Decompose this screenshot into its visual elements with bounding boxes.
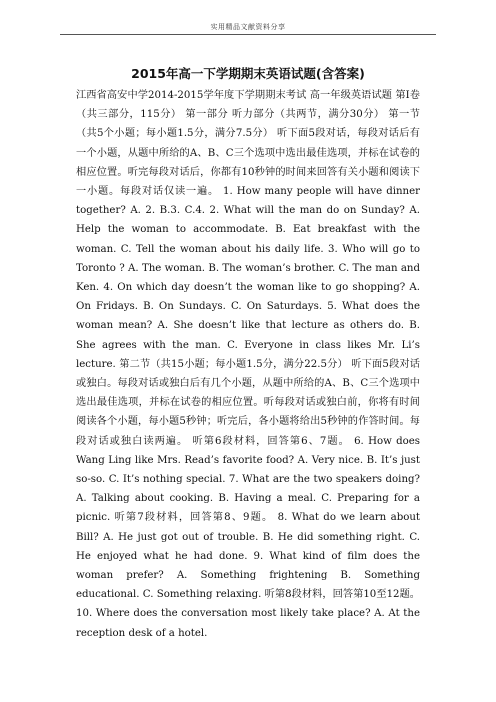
document-title: 2015年高一下学期期末英语试题(含答案) <box>131 66 365 81</box>
page-header <box>60 0 436 35</box>
header-text: 实用精品文献资料分享 <box>210 23 286 31</box>
document-body: 江西省高安中学2014-2015学年度下学期期末考试 高一年级英语试题 第I卷（共三部分，115分） 第一部分 听力部分（共两节，满分30分） 第一节（共5个小题；每小题1.5分，满分7.5分） 听下面5段对话，每段对话后有一个小题，从题中所给的A、B、C三个选项中选出最佳选项，并标在试卷的相应位置。听完每段对话后，你都有10秒钟的时间来回答有关小题和阅读下一小题。每段对话仅读一遍。 1. How many people will have dinner together? A. 2. B.3. C.4. 2. What will the man do on Sunday? A. Help the woman to accommodate. B. Eat breakfast with the woman. C. Tell the woman about his daily life. 3. Who will go to Toronto ? A. The woman. B. The woman’s brother. C. The man and Ken. 4. On which day doesn’t the woman like to go shopping? A. On Fridays. B. On Sundays. C. On Saturdays. 5. What does the woman mean? A. She doesn’t like that lecture as others do. B. She agrees with the man. C. Everyone in class likes Mr. Li’s lecture. 第二节（共15小题；每小题1.5分，满分22.5分） 听下面5段对话或独白。每段对话或独白后有几个小题，从题中所给的A、B、C三个选项中选出最佳选项，并标在试卷的相应位置。听每段对话或独白前，你将有时间阅读各个小题，每小题5秒钟；听完后，各小题将给出5秒钟的作答时间。每段对话或独白读两遍。 听第6段材料，回答第6、7题。 6. How does Wang Ling like Mrs. Read’s favorite food? A. Very nice. B. It’s just so-so. C. It’s nothing special. 7. What are the two speakers doing? A. Talking about cooking. B. Having a meal. C. Preparing for a picnic. 听第7段材料，回答第8、9题。 8. What do we learn about Bill? A. He just got out of trouble. B. He did something right. C. He enjoyed what he had done. 9. What kind of film does the woman prefer? A. Something frightening B. Something educational. C. Something relaxing. 听第8段材料，回答第10至12题。10. Where does the conversation most likely take place? A. At the reception desk of a hotel. <box>76 90 420 639</box>
